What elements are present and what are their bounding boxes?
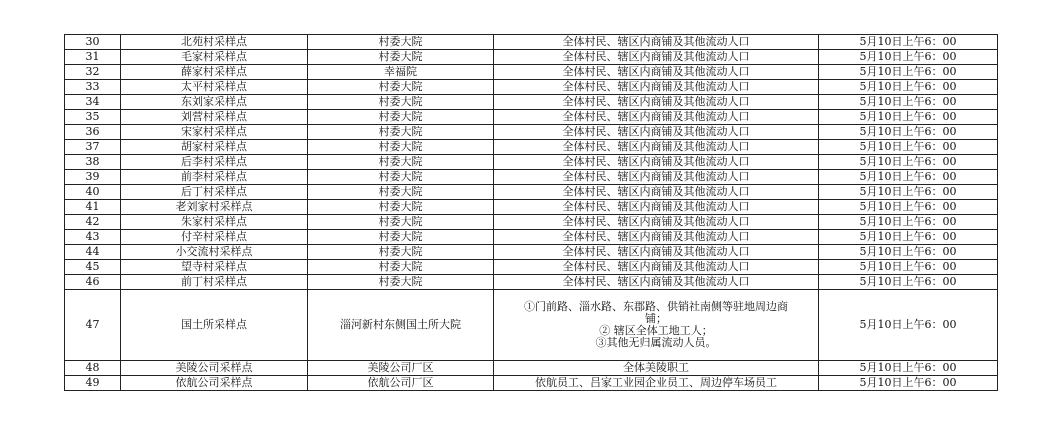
table-row bbox=[65, 50, 998, 65]
coverage-scope: 全体村民、辖区内商铺及其他流动人口 bbox=[494, 230, 819, 245]
sampling-time: 5月10日上午6：00 bbox=[819, 245, 998, 260]
site-location: 村委大院 bbox=[308, 200, 494, 215]
sampling-time: 5月10日上午6：00 bbox=[819, 230, 998, 245]
coverage-scope: 全体村民、辖区内商铺及其他流动人口 bbox=[494, 185, 819, 200]
site-location: 村委大院 bbox=[308, 50, 494, 65]
table-row bbox=[65, 275, 998, 290]
row-number: 43 bbox=[65, 230, 121, 245]
coverage-scope: 全体村民、辖区内商铺及其他流动人口 bbox=[494, 125, 819, 140]
table-row bbox=[65, 185, 998, 200]
site-name: 北苑村采样点 bbox=[121, 35, 308, 50]
site-location: 村委大院 bbox=[308, 230, 494, 245]
site-name: 后李村采样点 bbox=[121, 155, 308, 170]
site-location: 淄河新村东侧国土所大院 bbox=[308, 290, 494, 361]
row-number: 38 bbox=[65, 155, 121, 170]
table-row bbox=[65, 376, 998, 391]
site-location: 村委大院 bbox=[308, 155, 494, 170]
site-location: 村委大院 bbox=[308, 110, 494, 125]
coverage-scope: 全体村民、辖区内商铺及其他流动人口 bbox=[494, 140, 819, 155]
sampling-time: 5月10日上午6：00 bbox=[819, 215, 998, 230]
table-row bbox=[65, 140, 998, 155]
site-name: 付辛村采样点 bbox=[121, 230, 308, 245]
site-name: 前丁村采样点 bbox=[121, 275, 308, 290]
coverage-scope: 全体村民、辖区内商铺及其他流动人口 bbox=[494, 260, 819, 275]
sampling-time: 5月10日上午6：00 bbox=[819, 361, 998, 376]
site-location: 幸福院 bbox=[308, 65, 494, 80]
sampling-time: 5月10日上午6：00 bbox=[819, 65, 998, 80]
sampling-time: 5月10日上午6：00 bbox=[819, 140, 998, 155]
sampling-time: 5月10日上午6：00 bbox=[819, 80, 998, 95]
site-name: 胡家村采样点 bbox=[121, 140, 308, 155]
site-name: 刘营村采样点 bbox=[121, 110, 308, 125]
site-name: 前李村采样点 bbox=[121, 170, 308, 185]
site-name: 国土所采样点 bbox=[121, 290, 308, 361]
table-row bbox=[65, 125, 998, 140]
sampling-time: 5月10日上午6：00 bbox=[819, 376, 998, 391]
sampling-schedule-table bbox=[64, 34, 998, 391]
coverage-scope: 全体村民、辖区内商铺及其他流动人口 bbox=[494, 170, 819, 185]
site-location: 村委大院 bbox=[308, 80, 494, 95]
site-name: 东刘家采样点 bbox=[121, 95, 308, 110]
table-body bbox=[65, 35, 998, 391]
sampling-time: 5月10日上午6：00 bbox=[819, 275, 998, 290]
coverage-scope bbox=[494, 290, 819, 361]
coverage-scope: 全体村民、辖区内商铺及其他流动人口 bbox=[494, 155, 819, 170]
scope-line: ①门前路、淄水路、东郡路、供销社南侧等驻地周边商 bbox=[524, 300, 788, 313]
sampling-time: 5月10日上午6：00 bbox=[819, 260, 998, 275]
site-location: 村委大院 bbox=[308, 170, 494, 185]
coverage-scope: 全体村民、辖区内商铺及其他流动人口 bbox=[494, 110, 819, 125]
site-name: 小交流村采样点 bbox=[121, 245, 308, 260]
row-number: 44 bbox=[65, 245, 121, 260]
site-location: 村委大院 bbox=[308, 95, 494, 110]
table-row bbox=[65, 245, 998, 260]
row-number: 37 bbox=[65, 140, 121, 155]
sampling-time: 5月10日上午6：00 bbox=[819, 170, 998, 185]
site-location: 村委大院 bbox=[308, 215, 494, 230]
table-row bbox=[65, 170, 998, 185]
row-number: 41 bbox=[65, 200, 121, 215]
table-row bbox=[65, 361, 998, 376]
site-location: 村委大院 bbox=[308, 185, 494, 200]
row-number: 45 bbox=[65, 260, 121, 275]
row-number: 34 bbox=[65, 95, 121, 110]
coverage-scope: 依航员工、吕家工业园企业员工、周边停车场员工 bbox=[494, 376, 819, 391]
sampling-time: 5月10日上午6：00 bbox=[819, 155, 998, 170]
site-location: 村委大院 bbox=[308, 260, 494, 275]
sampling-time: 5月10日上午6：00 bbox=[819, 110, 998, 125]
site-location: 依航公司厂区 bbox=[308, 376, 494, 391]
sampling-time: 5月10日上午6：00 bbox=[819, 50, 998, 65]
table-row bbox=[65, 110, 998, 125]
site-name: 依航公司采样点 bbox=[121, 376, 308, 391]
sampling-time: 5月10日上午6：00 bbox=[819, 290, 998, 361]
row-number: 36 bbox=[65, 125, 121, 140]
row-number: 35 bbox=[65, 110, 121, 125]
row-number: 40 bbox=[65, 185, 121, 200]
sampling-time: 5月10日上午6：00 bbox=[819, 200, 998, 215]
table-row bbox=[65, 215, 998, 230]
row-number: 39 bbox=[65, 170, 121, 185]
site-name: 朱家村采样点 bbox=[121, 215, 308, 230]
row-number: 30 bbox=[65, 35, 121, 50]
coverage-scope: 全体村民、辖区内商铺及其他流动人口 bbox=[494, 50, 819, 65]
table-row bbox=[65, 155, 998, 170]
site-name: 毛家村采样点 bbox=[121, 50, 308, 65]
coverage-scope: 全体村民、辖区内商铺及其他流动人口 bbox=[494, 200, 819, 215]
sampling-time: 5月10日上午6：00 bbox=[819, 35, 998, 50]
coverage-scope: 全体美陵职工 bbox=[494, 361, 819, 376]
site-location: 村委大院 bbox=[308, 140, 494, 155]
site-name: 望寺村采样点 bbox=[121, 260, 308, 275]
site-name: 薛家村采样点 bbox=[121, 65, 308, 80]
table-row bbox=[65, 80, 998, 95]
coverage-scope: 全体村民、辖区内商铺及其他流动人口 bbox=[494, 95, 819, 110]
row-number: 48 bbox=[65, 361, 121, 376]
site-location: 村委大院 bbox=[308, 35, 494, 50]
table-row bbox=[65, 35, 998, 50]
row-number: 46 bbox=[65, 275, 121, 290]
site-location: 村委大院 bbox=[308, 125, 494, 140]
row-number: 42 bbox=[65, 215, 121, 230]
table-row bbox=[65, 260, 998, 275]
table-row bbox=[65, 230, 998, 245]
coverage-scope: 全体村民、辖区内商铺及其他流动人口 bbox=[494, 35, 819, 50]
site-location: 村委大院 bbox=[308, 275, 494, 290]
site-location: 村委大院 bbox=[308, 245, 494, 260]
row-number: 31 bbox=[65, 50, 121, 65]
row-number: 33 bbox=[65, 80, 121, 95]
sampling-time: 5月10日上午6：00 bbox=[819, 185, 998, 200]
site-location: 美陵公司厂区 bbox=[308, 361, 494, 376]
coverage-scope: 全体村民、辖区内商铺及其他流动人口 bbox=[494, 275, 819, 290]
sampling-time: 5月10日上午6：00 bbox=[819, 125, 998, 140]
row-number: 32 bbox=[65, 65, 121, 80]
scope-line: ② 辖区全体工地工人； bbox=[599, 324, 713, 337]
sampling-time: 5月10日上午6：00 bbox=[819, 95, 998, 110]
scope-line: 铺； bbox=[645, 312, 667, 325]
table-row bbox=[65, 65, 998, 80]
row-number: 47 bbox=[65, 290, 121, 361]
site-name: 美陵公司采样点 bbox=[121, 361, 308, 376]
site-name: 太平村采样点 bbox=[121, 80, 308, 95]
coverage-scope: 全体村民、辖区内商铺及其他流动人口 bbox=[494, 245, 819, 260]
site-name: 后丁村采样点 bbox=[121, 185, 308, 200]
site-name: 老刘家村采样点 bbox=[121, 200, 308, 215]
coverage-scope: 全体村民、辖区内商铺及其他流动人口 bbox=[494, 65, 819, 80]
table-row bbox=[65, 200, 998, 215]
scope-line: ③其他无归属流动人员。 bbox=[595, 336, 717, 349]
coverage-scope: 全体村民、辖区内商铺及其他流动人口 bbox=[494, 215, 819, 230]
table-row bbox=[65, 290, 998, 361]
site-name: 宋家村采样点 bbox=[121, 125, 308, 140]
table-row bbox=[65, 95, 998, 110]
row-number: 49 bbox=[65, 376, 121, 391]
coverage-scope: 全体村民、辖区内商铺及其他流动人口 bbox=[494, 80, 819, 95]
